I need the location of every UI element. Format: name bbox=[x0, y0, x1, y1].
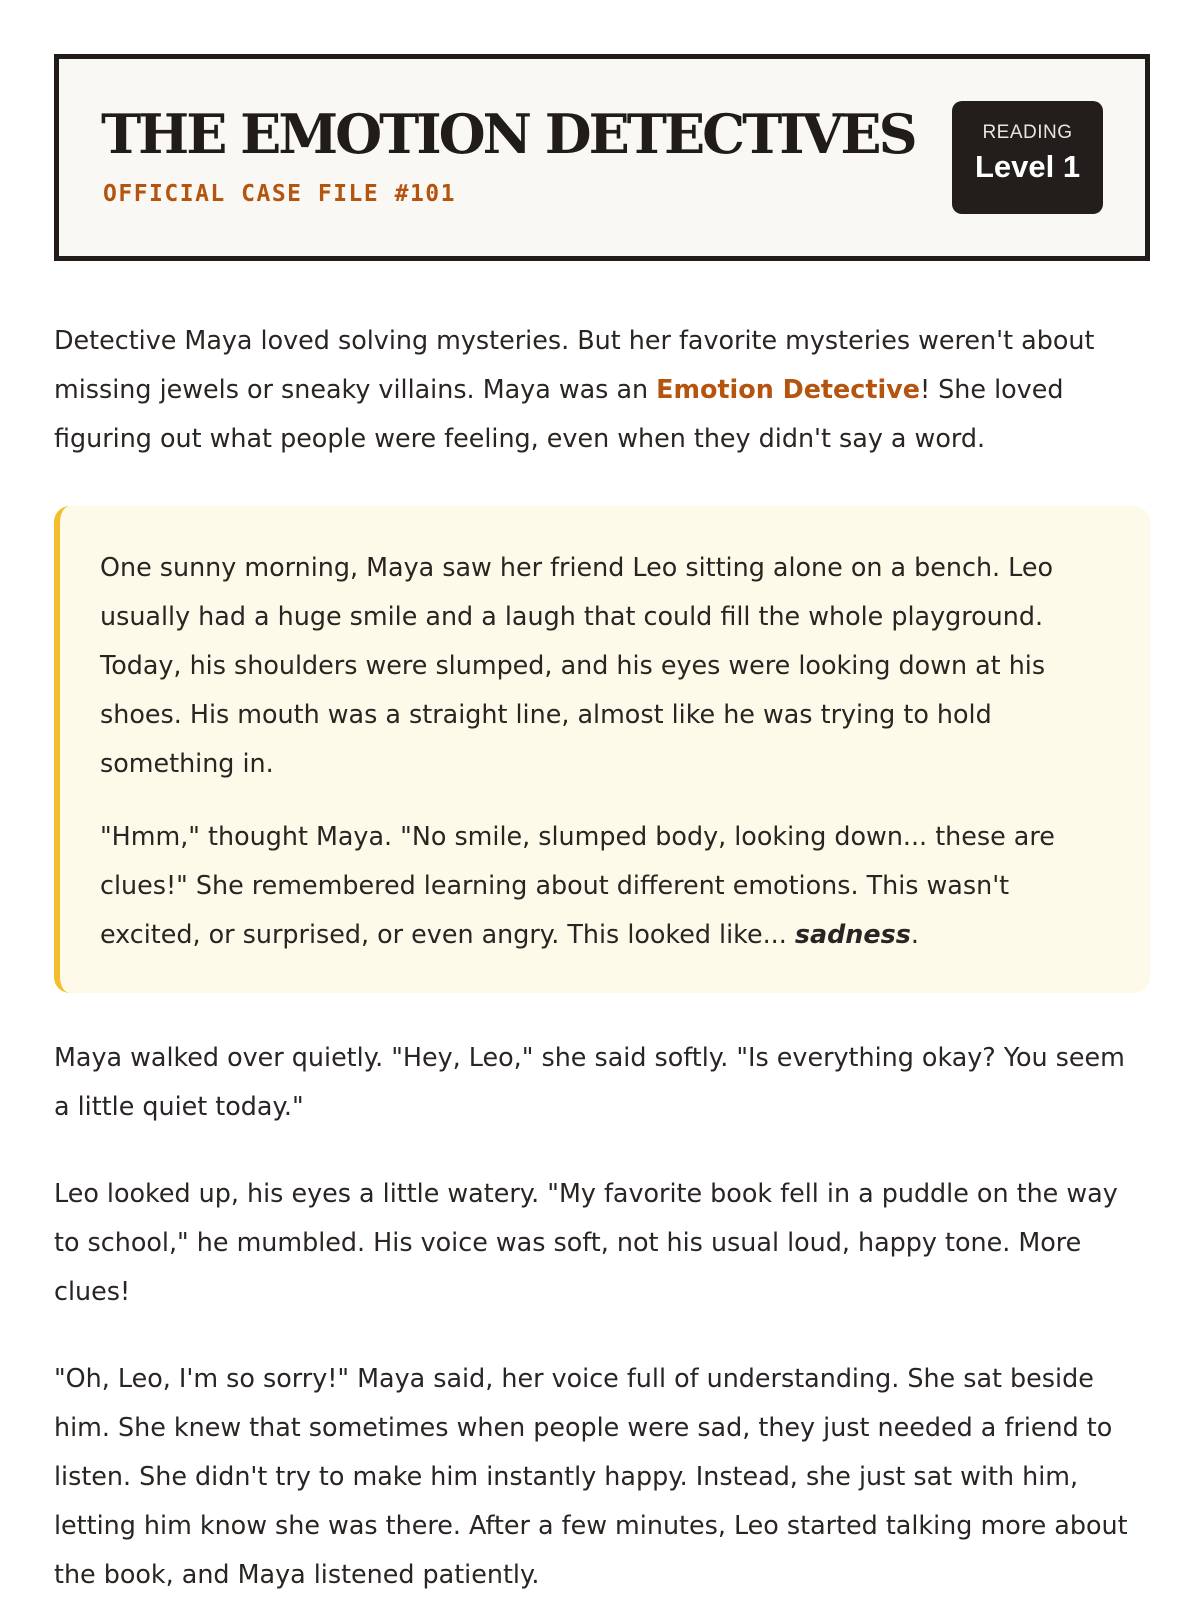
badge-caption: READING bbox=[982, 122, 1073, 143]
badge-level: Level 1 bbox=[974, 149, 1081, 184]
intro-text-start: Detective Maya loved solving mysteries. But her favorite mysteries weren't about missing jewels or sneaky villains. Maya was an bbox=[54, 325, 1095, 404]
case-file-header bbox=[54, 54, 1150, 261]
sadness-emphasis: sadness bbox=[794, 919, 911, 949]
story-paragraph-comfort: "Oh, Leo, I'm so sorry!" Maya said, her voice full of understanding. She sat beside him. She knew that sometimes when people were sad, they just needed a friend to listen. She didn't try to make him instantly happy. Instead, she just sat with him, letting him know she was there. After a few minutes, Leo started talking more about the book, and Maya listened patiently. bbox=[54, 1363, 1128, 1589]
story-body bbox=[54, 316, 1146, 1599]
story-paragraph-leo-reply: Leo looked up, his eyes a little watery. "My favorite book fell in a puddle on the way to school," he mumbled. His voice was soft, not his usual loud, happy tone. More clues! bbox=[54, 1178, 1118, 1306]
story-paragraph-intro bbox=[54, 316, 1146, 463]
emotion-detective-highlight: Emotion Detective bbox=[656, 374, 920, 404]
clues-text-end: . bbox=[910, 919, 919, 949]
clues-text: "Hmm," thought Maya. "No smile, slumped body, looking down... these are clues!" She remembered learning about different emotions. This wasn't excited, or surprised, or even angry. This looked like... bbox=[100, 821, 1055, 949]
case-file-subtitle: OFFICIAL CASE FILE #101 bbox=[103, 181, 456, 207]
page-title: THE EMOTION DETECTIVES bbox=[101, 102, 915, 166]
reading-level-badge bbox=[952, 101, 1103, 214]
story-paragraph-approach: Maya walked over quietly. "Hey, Leo," she said softly. "Is everything okay? You seem a little quiet today." bbox=[54, 1042, 1125, 1121]
story-callout bbox=[54, 506, 1150, 993]
callout-paragraph-clues bbox=[100, 812, 1110, 959]
callout-paragraph-observation: One sunny morning, Maya saw her friend Leo sitting alone on a bench. Leo usually had a huge smile and a laugh that could fill the whole playground. Today, his shoulders were slumped, and his eyes were looking down at his shoes. His mouth was a straight line, almost like he was trying to hold something in. bbox=[100, 552, 1054, 778]
intro-text-end: ! She loved figuring out what people were feeling, even when they didn't say a word. bbox=[54, 374, 1064, 453]
